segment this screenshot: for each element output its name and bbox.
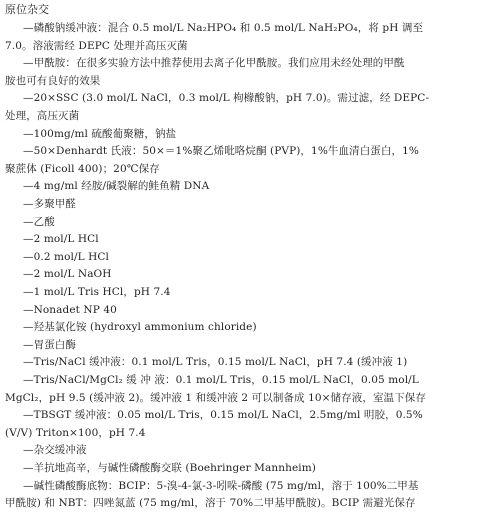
list-item: —2 mol/L HCl — [23, 233, 99, 246]
list-item: —2 mol/L NaOH — [23, 268, 112, 281]
list-item: —杂交缓冲液 — [23, 444, 87, 457]
list-item: —羊抗地高辛，与碱性磷酸酶交联 (Boehringer Mannheim) — [23, 462, 317, 474]
list-item: —羟基氯化铵 (hydroxyl ammonium chloride) — [23, 321, 257, 334]
list-item-continuation: 聚蔗体 (Ficoll 400)；20℃保存 — [5, 162, 160, 175]
list-item: —磷酸钠缓冲液：混合 0.5 mol/L Na₂HPO₄ 和 0.5 mol/L NaH₂PO₄，将 pH 调至 — [23, 22, 424, 34]
list-item-continuation: 胺也可有良好的效果 — [5, 74, 101, 87]
list-item: —100mg/ml 硫酸葡聚糖，钠盐 — [23, 127, 177, 140]
list-item: —50×Denhardt 氏液：50×＝1%聚乙烯吡咯烷酮 (PVP)，1%牛血清白蛋白，1% — [23, 145, 419, 158]
list-item: —TBSGT 缓冲液：0.05 mol/L Tris，0.15 mol/L NaCl，2.5mg/ml 明胶，0.5% — [23, 409, 423, 422]
list-item: —0.2 mol/L HCl — [23, 250, 109, 263]
section-header: 原位杂交 — [5, 3, 49, 16]
list-item: —乙酸 — [23, 215, 55, 228]
list-item: —甲酰胺：在很多实验方法中推荐使用去离子化甲酰胺。我们应用未经处理的甲酰 — [23, 57, 405, 70]
list-item: —Nonadet NP 40 — [23, 303, 117, 316]
list-item: —4 mg/ml 经胺/碱裂解的鲑鱼精 DNA — [23, 180, 210, 193]
list-item-continuation: 甲酰胺) 和 NBT：四唑氮蓝 (75 mg/ml，溶于 70%二甲基甲酰胺)。BCIP 需避光保存 — [5, 497, 416, 510]
list-item: —Tris/NaCl/MgCl₂ 缓 冲 液：0.1 mol/L Tris，0.15 mol/L NaCl，0.05 mol/L — [23, 374, 419, 386]
list-item-continuation: (V/V) Triton×100，pH 7.4 — [5, 426, 146, 439]
list-item: —多聚甲醛 — [23, 198, 76, 210]
list-item: —1 mol/L Tris HCl，pH 7.4 — [23, 286, 171, 298]
list-item: —胃蛋白酶 — [23, 338, 76, 351]
list-item: —20×SSC (3.0 mol/L NaCl，0.3 mol/L 枸橼酸钠，pH 7.0)。需过滤，经 DEPC- — [23, 92, 430, 105]
list-item-continuation: 7.0。溶液需经 DEPC 处理并高压灭菌 — [5, 39, 188, 52]
list-item: —Tris/NaCl 缓冲液：0.1 mol/L Tris，0.15 mol/L NaCl，pH 7.4 (缓冲液 1) — [23, 356, 408, 369]
list-item-continuation: MgCl₂，pH 9.5 (缓冲液 2)。缓冲液 1 和缓冲液 2 可以制备成 10×储存液，室温下保存 — [5, 391, 426, 404]
list-item-continuation: 处理，高压灭菌 — [5, 110, 80, 122]
list-item: —碱性磷酸酶底物：BCIP：5-溴-4-氯-3-吲哚-磷酸 (75 mg/ml，溶于 100%二甲基 — [23, 479, 419, 492]
